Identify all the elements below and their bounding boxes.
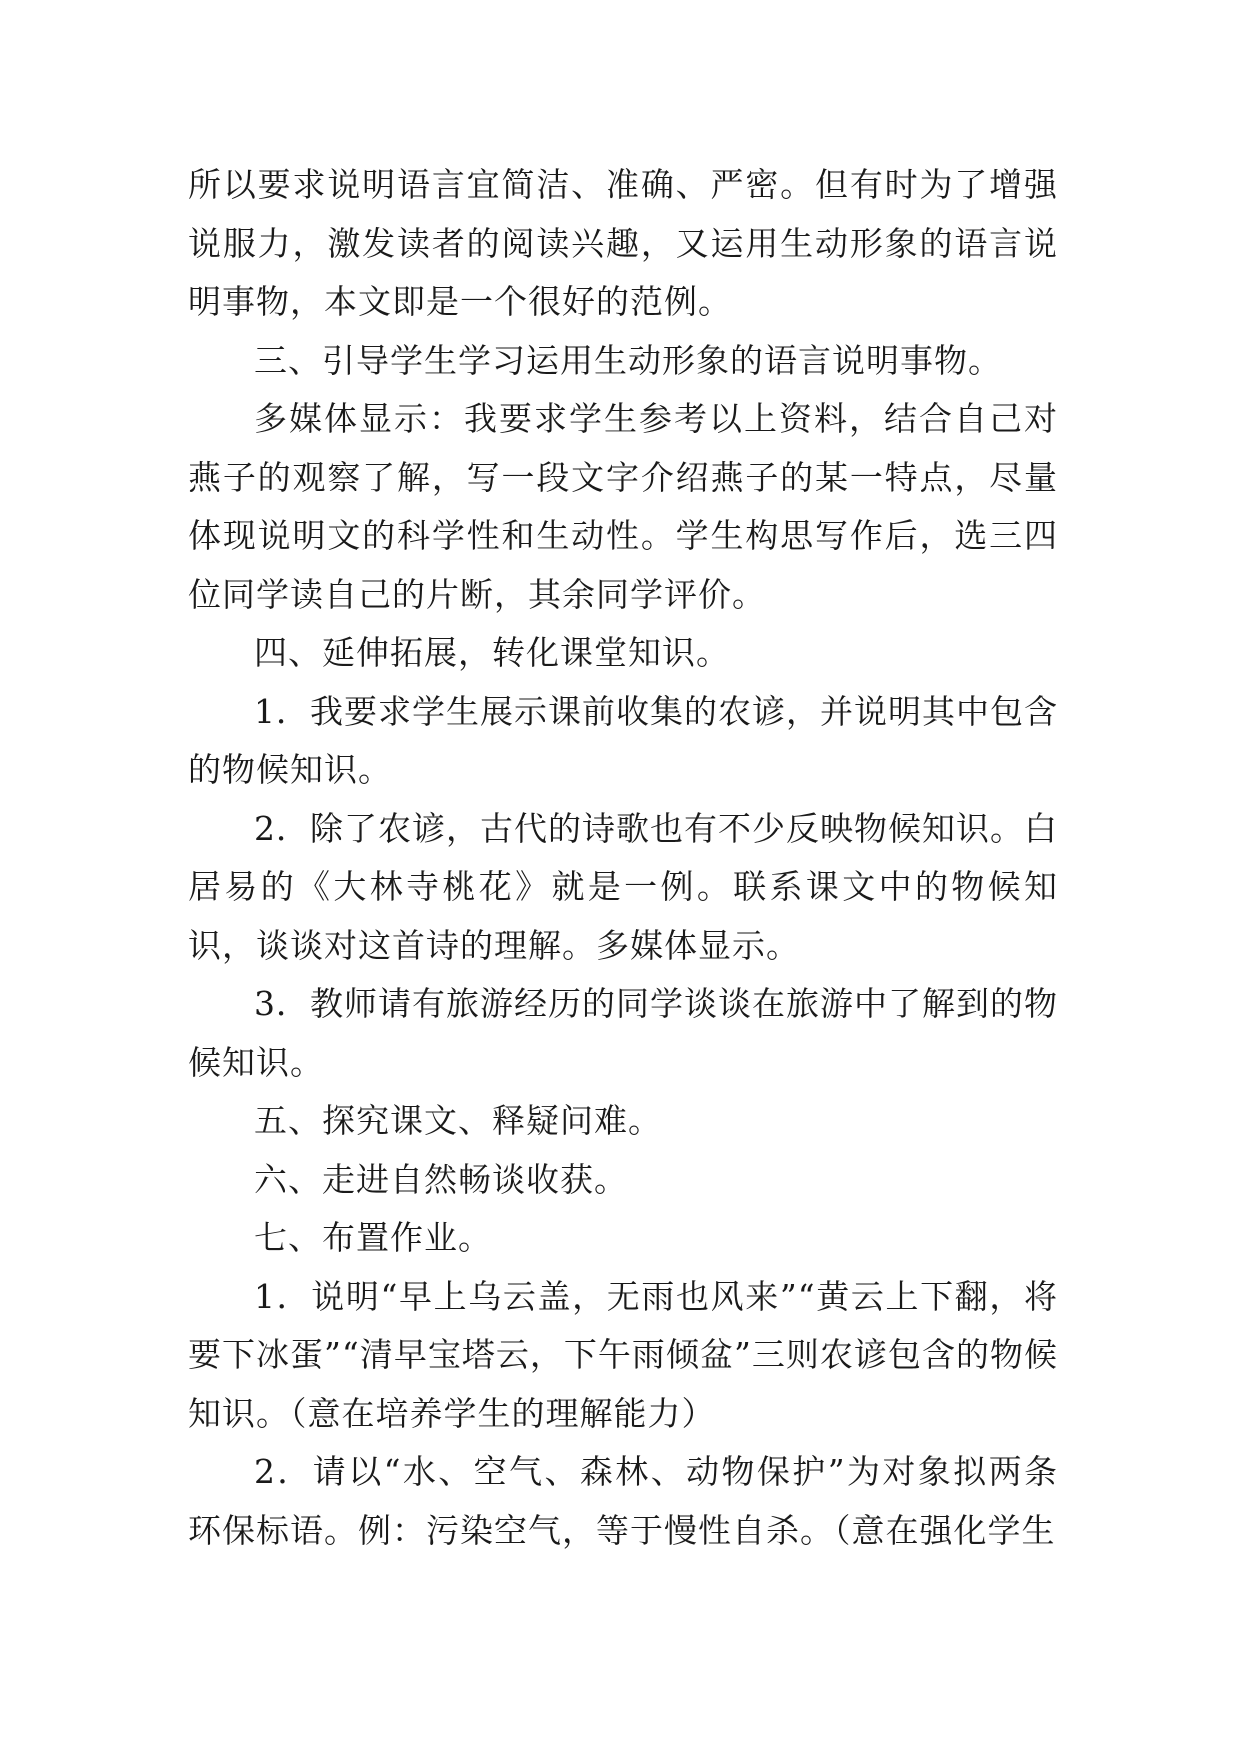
- paragraph: 多媒体显示：我要求学生参考以上资料，结合自己对燕子的观察了解，写一段文字介绍燕子的某一特点，尽量体现说明文的科学性和生动性。学生构思写作后，选三四位同学读自己的片断，其余同学评价。: [188, 399, 1058, 614]
- paragraph: 三、引导学生学习运用生动形象的语言说明事物。: [254, 340, 1002, 380]
- paragraph: 七、布置作业。: [254, 1218, 492, 1257]
- paragraph: 四、延伸拓展，转化课堂知识。: [254, 633, 730, 672]
- paragraph: 2．请以“水、空气、森林、动物保护”为对象拟两条环保标语。例：污染空气，等于慢性自杀。（意在强化学生: [188, 1452, 1058, 1550]
- paragraph: 3．教师请有旅游经历的同学谈谈在旅游中了解到的物候知识。: [188, 984, 1058, 1082]
- paragraph: 六、走进自然畅谈收获。: [254, 1159, 628, 1199]
- paragraph: 1．说明“早上乌云盖，无雨也风来”“黄云上下翻，将要下冰蛋”“清早宝塔云，下午雨倾盆”三则农谚包含的物候知识。（意在培养学生的理解能力）: [188, 1276, 1058, 1433]
- paragraph: 所以要求说明语言宜简洁、准确、严密。但有时为了增强说服力，激发读者的阅读兴趣，又运用生动形象的语言说明事物，本文即是一个很好的范例。: [188, 165, 1058, 321]
- paragraph: 五、探究课文、释疑问难。: [254, 1101, 662, 1140]
- document-body: [188, 156, 1058, 1560]
- paragraph: 2．除了农谚，古代的诗歌也有不少反映物候知识。白居易的《大林寺桃花》就是一例。联系课文中的物候知识，谈谈对这首诗的理解。多媒体显示。: [188, 808, 1058, 965]
- paragraph: 1．我要求学生展示课前收集的农谚，并说明其中包含的物候知识。: [188, 691, 1058, 789]
